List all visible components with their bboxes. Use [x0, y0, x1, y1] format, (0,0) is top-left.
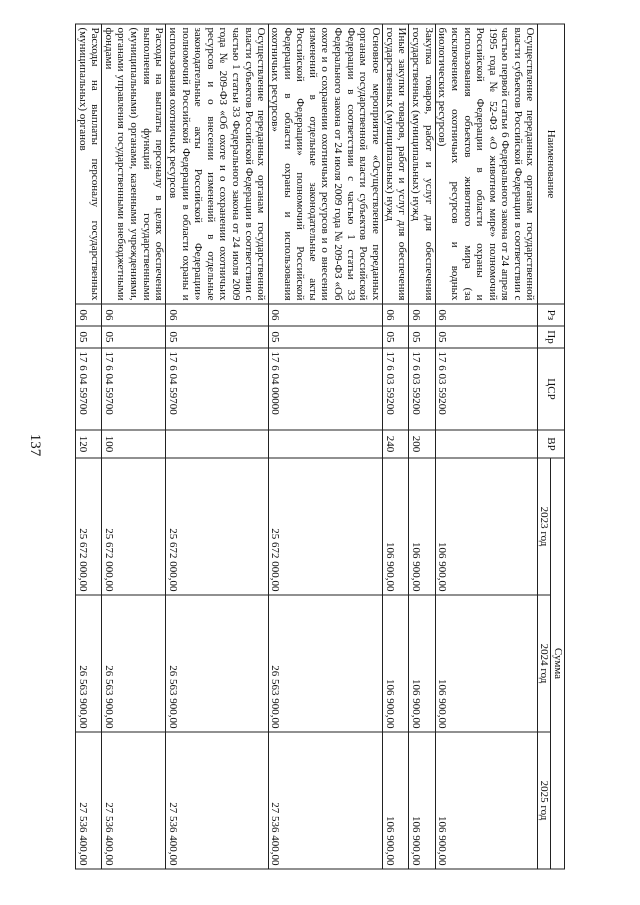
cell-name: Иные закупки товаров, работ и услуг для обеспечения государственных (муниципальных) нужд [383, 24, 409, 304]
cell-name: Осуществление переданных органам государственной власти субъектов Российской Федерации в соответствии с частью 1 статьи 33 Федерального закона от 24 июля 2009 года № 209-ФЗ «Об охоте и о сохранении охотничьих ресурсов и о внесении изменений в отдельные законодательные акты Российской Федерации» полномочий Российской Федерации в области охраны и использования охотничьих ресурсов [166, 24, 268, 304]
cell-csr: 17 6 04 59700 [102, 348, 166, 430]
cell-pr: 05 [409, 326, 435, 348]
cell-sum-2023: 25 672 000,00 [102, 458, 166, 595]
cell-pr: 05 [166, 326, 268, 348]
cell-sum-2023: 25 672 000,00 [268, 458, 383, 595]
header-pr: Пр [537, 326, 564, 348]
cell-csr: 17 6 03 59200 [435, 348, 537, 430]
cell-csr: 17 6 04 59700 [166, 348, 268, 430]
header-year-2023: 2023 год [537, 458, 551, 595]
cell-name: Расходы на выплаты персоналу в целях обеспечения выполнения функций государственными (муниципальными) органами, казенными учреждениями, органами управления государственными внебюджетными фондами [102, 24, 166, 304]
cell-sum-2024: 26 563 900,00 [102, 595, 166, 732]
cell-name: Осуществление переданных органам государственной власти субъектов Российской Федерации в соответствии с частью первой статьи 6 Федерального закона от 24 апреля 1995 года № 52-ФЗ «О животном мире» полномочий Российской Федерации в области охраны и использования объектов животного мира (за исключением охотничьих ресурсов и водных биологических ресурсов) [435, 24, 537, 304]
cell-sum-2024: 106 900,00 [435, 595, 537, 732]
cell-sum-2023: 106 900,00 [435, 458, 537, 595]
cell-sum-2025: 106 900,00 [409, 732, 435, 869]
budget-table [75, 24, 565, 870]
cell-sum-2025: 106 900,00 [435, 732, 537, 869]
header-csr: ЦСР [537, 348, 564, 430]
header-name: Наименование [537, 24, 564, 304]
cell-pr: 05 [383, 326, 409, 348]
table-row [383, 24, 409, 869]
cell-pr: 05 [76, 326, 102, 348]
header-vr: ВР [537, 430, 564, 458]
cell-sum-2025: 27 536 400,00 [268, 732, 383, 869]
table-row [102, 24, 166, 869]
cell-sum-2024: 26 563 900,00 [166, 595, 268, 732]
cell-csr: 17 6 03 59200 [409, 348, 435, 430]
cell-csr: 17 6 03 59200 [383, 348, 409, 430]
cell-rz: 06 [76, 304, 102, 326]
table-row [76, 24, 102, 869]
cell-sum-2025: 27 536 400,00 [76, 732, 102, 869]
cell-vr: 240 [383, 430, 409, 458]
cell-sum-2024: 26 563 900,00 [76, 595, 102, 732]
header-year-2024: 2024 год [537, 595, 551, 732]
cell-vr [435, 430, 537, 458]
cell-sum-2023: 106 900,00 [383, 458, 409, 595]
cell-sum-2025: 106 900,00 [383, 732, 409, 869]
cell-sum-2023: 25 672 000,00 [76, 458, 102, 595]
cell-pr: 05 [435, 326, 537, 348]
header-rz: Рз [537, 304, 564, 326]
table-row [166, 24, 268, 869]
table-row [409, 24, 435, 869]
cell-csr: 17 6 04 59700 [76, 348, 102, 430]
cell-sum-2023: 25 672 000,00 [166, 458, 268, 595]
table-row [435, 24, 537, 869]
cell-name: Основное мероприятие «Осуществление переданных органам государственной власти субъектов Российской Федерации в соответствии с частью 1 статьи 33 Федерального закона от 24 июля 2009 года № 209-ФЗ «Об охоте и о сохранении охотничьих ресурсов и о внесении изменений в отдельные законодательные акты Российской Федерации» полномочий Российской Федерации в области охраны и использования охотничьих ресурсов» [268, 24, 383, 304]
page-number: 137 [27, 433, 43, 457]
cell-rz: 06 [102, 304, 166, 326]
cell-rz: 06 [435, 304, 537, 326]
cell-pr: 05 [268, 326, 383, 348]
cell-sum-2023: 106 900,00 [409, 458, 435, 595]
cell-rz: 06 [383, 304, 409, 326]
header-sum: Сумма [551, 458, 565, 869]
rotated-table-container [75, 24, 565, 869]
cell-vr: 100 [102, 430, 166, 458]
cell-sum-2024: 26 563 900,00 [268, 595, 383, 732]
cell-name: Расходы на выплаты персоналу государственных (муниципальных) органов [76, 24, 102, 304]
cell-vr [166, 430, 268, 458]
cell-csr: 17 6 04 00000 [268, 348, 383, 430]
cell-rz: 06 [166, 304, 268, 326]
cell-vr: 200 [409, 430, 435, 458]
cell-sum-2024: 106 900,00 [383, 595, 409, 732]
header-year-2025: 2025 год [537, 732, 551, 869]
cell-sum-2024: 106 900,00 [409, 595, 435, 732]
cell-sum-2025: 27 536 400,00 [166, 732, 268, 869]
cell-rz: 06 [409, 304, 435, 326]
cell-pr: 05 [102, 326, 166, 348]
table-row [268, 24, 383, 869]
cell-rz: 06 [268, 304, 383, 326]
cell-name: Закупка товаров, работ и услуг для обеспечения государственных (муниципальных) нужд [409, 24, 435, 304]
cell-sum-2025: 27 536 400,00 [102, 732, 166, 869]
cell-vr [268, 430, 383, 458]
cell-vr: 120 [76, 430, 102, 458]
